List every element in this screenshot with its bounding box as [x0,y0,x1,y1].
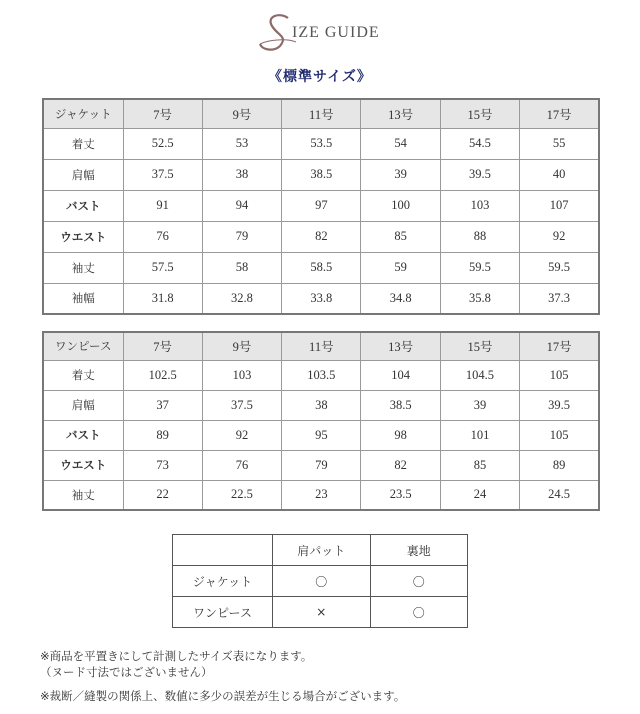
table-row [43,221,599,252]
table-cell: 85 [440,450,519,480]
column-header: 17号 [520,99,599,128]
table-cell: 54 [361,128,440,159]
row-label: 肩幅 [43,159,123,190]
table-cell: 79 [202,221,281,252]
table-cell: 104.5 [440,360,519,390]
table-cell: 82 [282,221,361,252]
column-header: ワンピース [43,332,123,360]
row-label: 着丈 [43,360,123,390]
table-cell: 101 [440,420,519,450]
table-cell: 24 [440,480,519,510]
table-cell: 40 [520,159,599,190]
table-cell: 32.8 [202,283,281,314]
column-header: 15号 [440,332,519,360]
table-header-row [43,99,599,128]
note-line: （ヌード寸法ではございません） [40,665,213,679]
table-cell: 82 [361,450,440,480]
table-cell: 57.5 [123,252,202,283]
column-header: 7号 [123,99,202,128]
column-header: 肩パット [273,535,371,566]
features-table [172,534,468,628]
notes [40,648,405,704]
row-label: 袖幅 [43,283,123,314]
table-cell: 95 [282,420,361,450]
page-subtitle: 《標準サイズ》 [268,69,372,85]
table-row [43,159,599,190]
row-label: ジャケット [173,566,273,597]
table-cell: 39 [361,159,440,190]
column-header: 15号 [440,99,519,128]
table-cell: 104 [361,360,440,390]
column-header: 13号 [361,332,440,360]
column-header: 裏地 [370,535,468,566]
table-cell: 89 [123,420,202,450]
column-header: 7号 [123,332,202,360]
note-line: ※商品を平置きにして計測したサイズ表になります。 [40,649,313,663]
table-cell: 24.5 [520,480,599,510]
table-cell: 98 [361,420,440,450]
table-cell: 89 [520,450,599,480]
table-cell: 76 [202,450,281,480]
table-cell: 97 [282,190,361,221]
table-cell: 103 [202,360,281,390]
table-cell: 59.5 [440,252,519,283]
column-header: 17号 [520,332,599,360]
row-label: バスト [43,190,123,221]
table-cell: 79 [282,450,361,480]
table-cell: 38.5 [282,159,361,190]
table-cell: 38 [202,159,281,190]
table-cell: 〇 [273,566,371,597]
table-header-row [43,332,599,360]
table-cell: 34.8 [361,283,440,314]
table-cell: 73 [123,450,202,480]
table-cell: 〇 [370,597,468,628]
table-cell: 23 [282,480,361,510]
table-cell: 38.5 [361,390,440,420]
table-row [43,190,599,221]
column-header: ジャケット [43,99,123,128]
table-cell: 52.5 [123,128,202,159]
size-guide-logo [258,14,408,54]
table-header-row [173,535,468,566]
table-cell: 59 [361,252,440,283]
row-label: 袖丈 [43,480,123,510]
table-cell: 23.5 [361,480,440,510]
row-label: ワンピース [173,597,273,628]
table-cell: 〇 [370,566,468,597]
table-cell: 37.3 [520,283,599,314]
jacket-size-table [42,98,600,315]
row-label: ウエスト [43,221,123,252]
table-cell: 37 [123,390,202,420]
table-cell: 59.5 [520,252,599,283]
table-cell: 76 [123,221,202,252]
table-cell: 58 [202,252,281,283]
table-cell: 100 [361,190,440,221]
table-row [43,390,599,420]
table-cell: 103 [440,190,519,221]
table-cell: 92 [520,221,599,252]
table-cell: 35.8 [440,283,519,314]
table-cell: 92 [202,420,281,450]
table-cell: 88 [440,221,519,252]
row-label: 着丈 [43,128,123,159]
column-header: 9号 [202,99,281,128]
table-cell: 22 [123,480,202,510]
row-label: バスト [43,420,123,450]
table-cell: 102.5 [123,360,202,390]
table-row [43,360,599,390]
row-label: ウエスト [43,450,123,480]
row-label: 袖丈 [43,252,123,283]
row-label: 肩幅 [43,390,123,420]
column-header: 9号 [202,332,281,360]
table-cell: 39 [440,390,519,420]
table-cell: 103.5 [282,360,361,390]
table-cell: 53 [202,128,281,159]
table-cell: 105 [520,360,599,390]
table-cell: 91 [123,190,202,221]
table-cell: × [273,597,371,628]
table-row [43,420,599,450]
table-cell: 85 [361,221,440,252]
table-cell: 38 [282,390,361,420]
table-cell: 58.5 [282,252,361,283]
empty-header-cell [173,535,273,566]
dress-size-table [42,331,600,511]
table-row [43,480,599,510]
table-cell: 107 [520,190,599,221]
column-header: 11号 [282,332,361,360]
note-line: ※裁断／縫製の関係上、数値に多少の誤差が生じる場合がございます。 [40,689,406,703]
table-row [43,283,599,314]
table-cell: 39.5 [520,390,599,420]
table-cell: 54.5 [440,128,519,159]
column-header: 11号 [282,99,361,128]
table-cell: 33.8 [282,283,361,314]
table-cell: 55 [520,128,599,159]
table-cell: 37.5 [123,159,202,190]
table-row [173,597,468,628]
logo-text: IZE GUIDE [292,24,380,41]
table-cell: 22.5 [202,480,281,510]
table-cell: 37.5 [202,390,281,420]
table-cell: 53.5 [282,128,361,159]
table-row [43,252,599,283]
table-cell: 105 [520,420,599,450]
table-cell: 39.5 [440,159,519,190]
column-header: 13号 [361,99,440,128]
table-cell: 94 [202,190,281,221]
table-row [173,566,468,597]
table-row [43,128,599,159]
table-cell: 31.8 [123,283,202,314]
table-row [43,450,599,480]
